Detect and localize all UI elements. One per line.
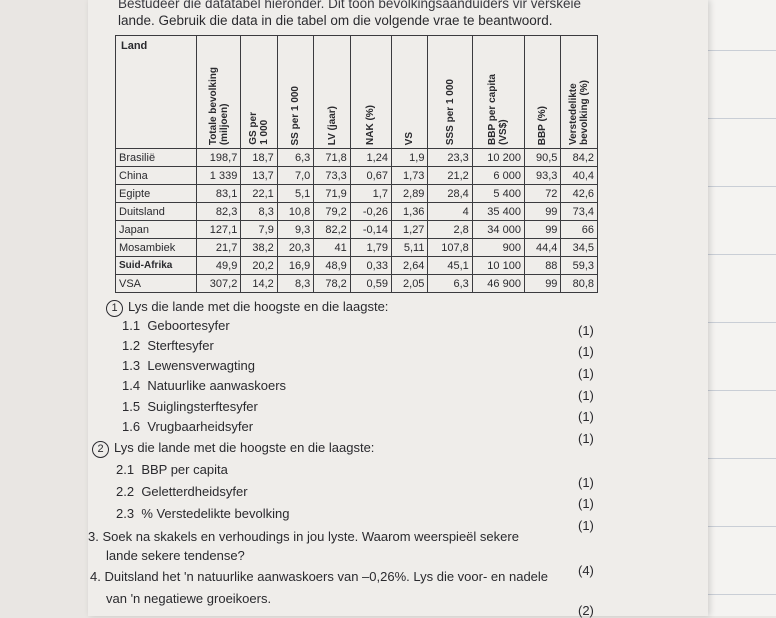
value-cell: 34,5 [561,239,598,257]
value-cell: 198,7 [197,149,241,167]
question-1-item: 1.3 Lewensverwagting [122,358,255,373]
mark-allocation: (1) [578,366,594,381]
adjacent-notebook-page [708,0,776,616]
value-cell: 78,2 [314,275,350,293]
value-cell: 93,3 [524,167,560,185]
mark-allocation: (1) [578,431,594,446]
question-2-item: 2.1 BBP per capita [116,462,228,477]
country-cell: Suid-Afrika [116,257,197,275]
value-cell: 34 000 [472,221,524,239]
value-cell: 0,59 [350,275,391,293]
population-indicators-table [115,35,598,293]
value-cell: 99 [524,221,560,239]
value-cell: 20,3 [277,239,313,257]
question-3-cont: lande sekere tendense? [106,548,245,563]
header-death-rate: SS per 1 000 [277,36,313,149]
header-land: Land [116,36,197,149]
intro-line-1: Bestudeer die datatabel hieronder. Dit toon bevolkingsaanduiders vir verskeie [118,0,582,11]
value-cell: 41 [314,239,350,257]
value-cell: 71,8 [314,149,350,167]
value-cell: 2,89 [391,185,427,203]
header-birth-rate: GS per 1 000 [241,36,277,149]
value-cell: 8,3 [241,203,277,221]
question-1-heading: 1 Lys die lande met die hoogste en die laagste: [106,299,388,317]
value-cell: 83,1 [197,185,241,203]
value-cell: 35 400 [472,203,524,221]
value-cell: 6 000 [472,167,524,185]
value-cell: 9,3 [277,221,313,239]
value-cell: 127,1 [197,221,241,239]
table-row [116,185,598,203]
header-gdp-per-capita: BBP per capita (VS$) [472,36,524,149]
value-cell: 22,1 [241,185,277,203]
question-1-item: 1.5 Suiglingsterftesyfer [122,399,258,414]
value-cell: 1,73 [391,167,427,185]
mark-allocation: (1) [578,323,594,338]
value-cell: 1,9 [391,149,427,167]
header-infant-mortality: SSS per 1 000 [428,36,472,149]
question-1-item: 1.1 Geboortesyfer [122,318,230,333]
value-cell: 84,2 [561,149,598,167]
value-cell: -0,26 [350,203,391,221]
country-cell: China [116,167,197,185]
header-bbp-percent: BBP (%) [524,36,560,149]
value-cell: 72 [524,185,560,203]
mark-allocation: (4) [578,563,594,578]
value-cell: 80,8 [561,275,598,293]
value-cell: 1,79 [350,239,391,257]
question-1-item: 1.6 Vrugbaarheidsyfer [122,419,254,434]
header-total-population: Totale bevolking (miljoen) [197,36,241,149]
value-cell: 107,8 [428,239,472,257]
value-cell: 46 900 [472,275,524,293]
value-cell: 38,2 [241,239,277,257]
table-row [116,221,598,239]
mark-allocation: (1) [578,344,594,359]
value-cell: 6,3 [428,275,472,293]
question-4-cont: van 'n negatiewe groeikoers. [106,591,272,606]
mark-allocation: (2) [578,603,594,618]
question-2-item: 2.2 Geletterdheidsyfer [116,484,248,499]
value-cell: 4 [428,203,472,221]
mark-allocation: (1) [578,388,594,403]
value-cell: 44,4 [524,239,560,257]
value-cell: 10 100 [472,257,524,275]
value-cell: -0,14 [350,221,391,239]
value-cell: 49,9 [197,257,241,275]
country-cell: VSA [116,275,197,293]
value-cell: 48,9 [314,257,350,275]
country-cell: Brasilië [116,149,197,167]
value-cell: 45,1 [428,257,472,275]
value-cell: 10 200 [472,149,524,167]
table-row [116,257,598,275]
mark-allocation: (1) [578,496,594,511]
value-cell: 900 [472,239,524,257]
table-row [116,203,598,221]
question-4: 4. Duitsland het 'n natuurlike aanwaskoers van –0,26%. Lys die voor- en nadele [90,569,549,584]
value-cell: 5,11 [391,239,427,257]
table-row [116,239,598,257]
country-cell: Mosambiek [116,239,197,257]
table-row [116,275,598,293]
value-cell: 59,3 [561,257,598,275]
value-cell: 14,2 [241,275,277,293]
question-1-item: 1.2 Sterftesyfer [122,338,214,353]
value-cell: 88 [524,257,560,275]
value-cell: 7,9 [241,221,277,239]
value-cell: 13,7 [241,167,277,185]
question-2-item: 2.3 % Verstedelikte bevolking [116,506,290,521]
value-cell: 23,3 [428,149,472,167]
value-cell: 16,9 [277,257,313,275]
value-cell: 20,2 [241,257,277,275]
intro-line-2: lande. Gebruik die data in die tabel om die volgende vrae te beantwoord. [118,13,553,28]
value-cell: 73,4 [561,203,598,221]
header-fertility: VS [391,36,427,149]
question-1-item: 1.4 Natuurlike aanwaskoers [122,378,287,393]
table-row [116,149,598,167]
table-header-row [116,36,598,149]
mark-allocation: (1) [578,409,594,424]
question-3: 3. Soek na skakels en verhoudings in jou lyste. Waarom weerspieël sekere [88,529,519,544]
mark-allocation: (1) [578,475,594,490]
header-urban-population: Verstedelikte bevolking (%) [561,36,598,149]
value-cell: 90,5 [524,149,560,167]
header-natural-increase: NAK (%) [350,36,391,149]
value-cell: 82,2 [314,221,350,239]
value-cell: 0,67 [350,167,391,185]
value-cell: 1,36 [391,203,427,221]
value-cell: 66 [561,221,598,239]
question-2-heading: 2 Lys die lande met die hoogste en die laagste: [92,440,374,458]
value-cell: 6,3 [277,149,313,167]
value-cell: 71,9 [314,185,350,203]
header-life-expectancy: LV (jaar) [314,36,350,149]
value-cell: 18,7 [241,149,277,167]
country-cell: Egipte [116,185,197,203]
value-cell: 307,2 [197,275,241,293]
country-cell: Duitsland [116,203,197,221]
value-cell: 21,7 [197,239,241,257]
value-cell: 42,6 [561,185,598,203]
value-cell: 99 [524,275,560,293]
value-cell: 99 [524,203,560,221]
value-cell: 79,2 [314,203,350,221]
value-cell: 0,33 [350,257,391,275]
value-cell: 28,4 [428,185,472,203]
table-row [116,167,598,185]
value-cell: 1,7 [350,185,391,203]
table-body [116,149,598,293]
value-cell: 73,3 [314,167,350,185]
value-cell: 1 339 [197,167,241,185]
value-cell: 40,4 [561,167,598,185]
value-cell: 5,1 [277,185,313,203]
value-cell: 5 400 [472,185,524,203]
value-cell: 10,8 [277,203,313,221]
value-cell: 7,0 [277,167,313,185]
value-cell: 1,24 [350,149,391,167]
value-cell: 82,3 [197,203,241,221]
mark-allocation: (1) [578,518,594,533]
value-cell: 8,3 [277,275,313,293]
country-cell: Japan [116,221,197,239]
value-cell: 2,64 [391,257,427,275]
value-cell: 2,8 [428,221,472,239]
value-cell: 21,2 [428,167,472,185]
value-cell: 2,05 [391,275,427,293]
value-cell: 1,27 [391,221,427,239]
